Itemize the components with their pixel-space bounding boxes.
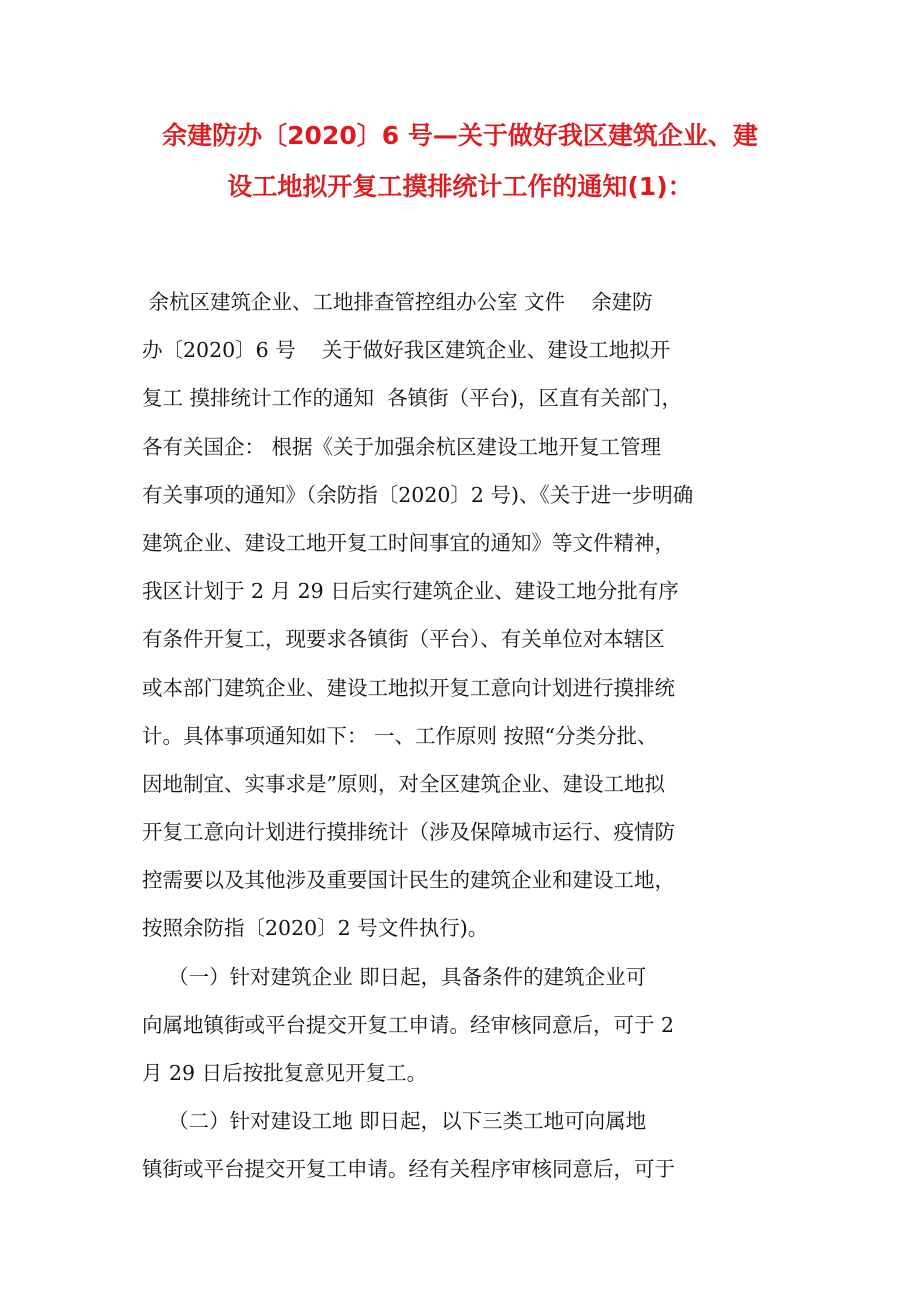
body-line: 镇街或平台提交开复工申请。经有关程序审核同意后，可于 bbox=[142, 1157, 675, 1182]
body-line: 我区计划于 2 月 29 日后实行建筑企业、建设工地分批有序 bbox=[142, 579, 679, 604]
body-line: 开复工意向计划进行摸排统计（涉及保障城市运行、疫情防 bbox=[142, 820, 675, 845]
document-body bbox=[142, 278, 792, 1194]
body-line: 月 29 日后按批复意见开复工。 bbox=[142, 1061, 428, 1085]
body-line: 建筑企业、建设工地开复工时间事宜的通知》等文件精神， bbox=[142, 530, 675, 555]
body-line: 控需要以及其他涉及重要国计民生的建筑企业和建设工地， bbox=[142, 868, 675, 893]
body-line: 或本部门建筑企业、建设工地拟开复工意向计划进行摸排统 bbox=[142, 675, 675, 700]
body-line: 因地制宜、实事求是”原则，对全区建筑企业、建设工地拟 bbox=[142, 771, 665, 796]
title-line: 余建防办〔2020〕6 号—关于做好我区建筑企业、建 bbox=[162, 121, 758, 150]
body-line: （一）针对建筑企业 即日起，具备条件的建筑企业可 bbox=[142, 964, 647, 989]
body-line: 办〔2020〕6 号 关于做好我区建筑企业、建设工地拟开 bbox=[142, 338, 671, 363]
body-line: （二）针对建设工地 即日起，以下三类工地可向属地 bbox=[142, 1109, 647, 1134]
body-line: 向属地镇街或平台提交开复工申请。经审核同意后，可于 2 bbox=[142, 1012, 675, 1037]
body-line: 余杭区建筑企业、工地排查管控组办公室 文件 余建防 bbox=[142, 290, 653, 314]
body-line: 计。具体事项通知如下： 一、工作原则 按照“分类分批、 bbox=[142, 723, 658, 748]
body-line: 有条件开复工，现要求各镇街（平台）、有关单位对本辖区 bbox=[142, 627, 665, 652]
document-title bbox=[118, 110, 802, 212]
title-line: 设工地拟开复工摸排统计工作的通知(1)： bbox=[227, 172, 693, 201]
body-line: 有关事项的通知》（余防指〔2020〕2 号)、《关于进一步明确 bbox=[142, 482, 694, 507]
body-line: 复工 摸排统计工作的通知 各镇街（平台)，区直有关部门， bbox=[142, 386, 683, 411]
body-line: 按照余防指〔2020〕2 号文件执行)。 bbox=[142, 916, 489, 941]
body-line: 各有关国企： 根据《关于加强余杭区建设工地开复工管理 bbox=[142, 434, 662, 459]
